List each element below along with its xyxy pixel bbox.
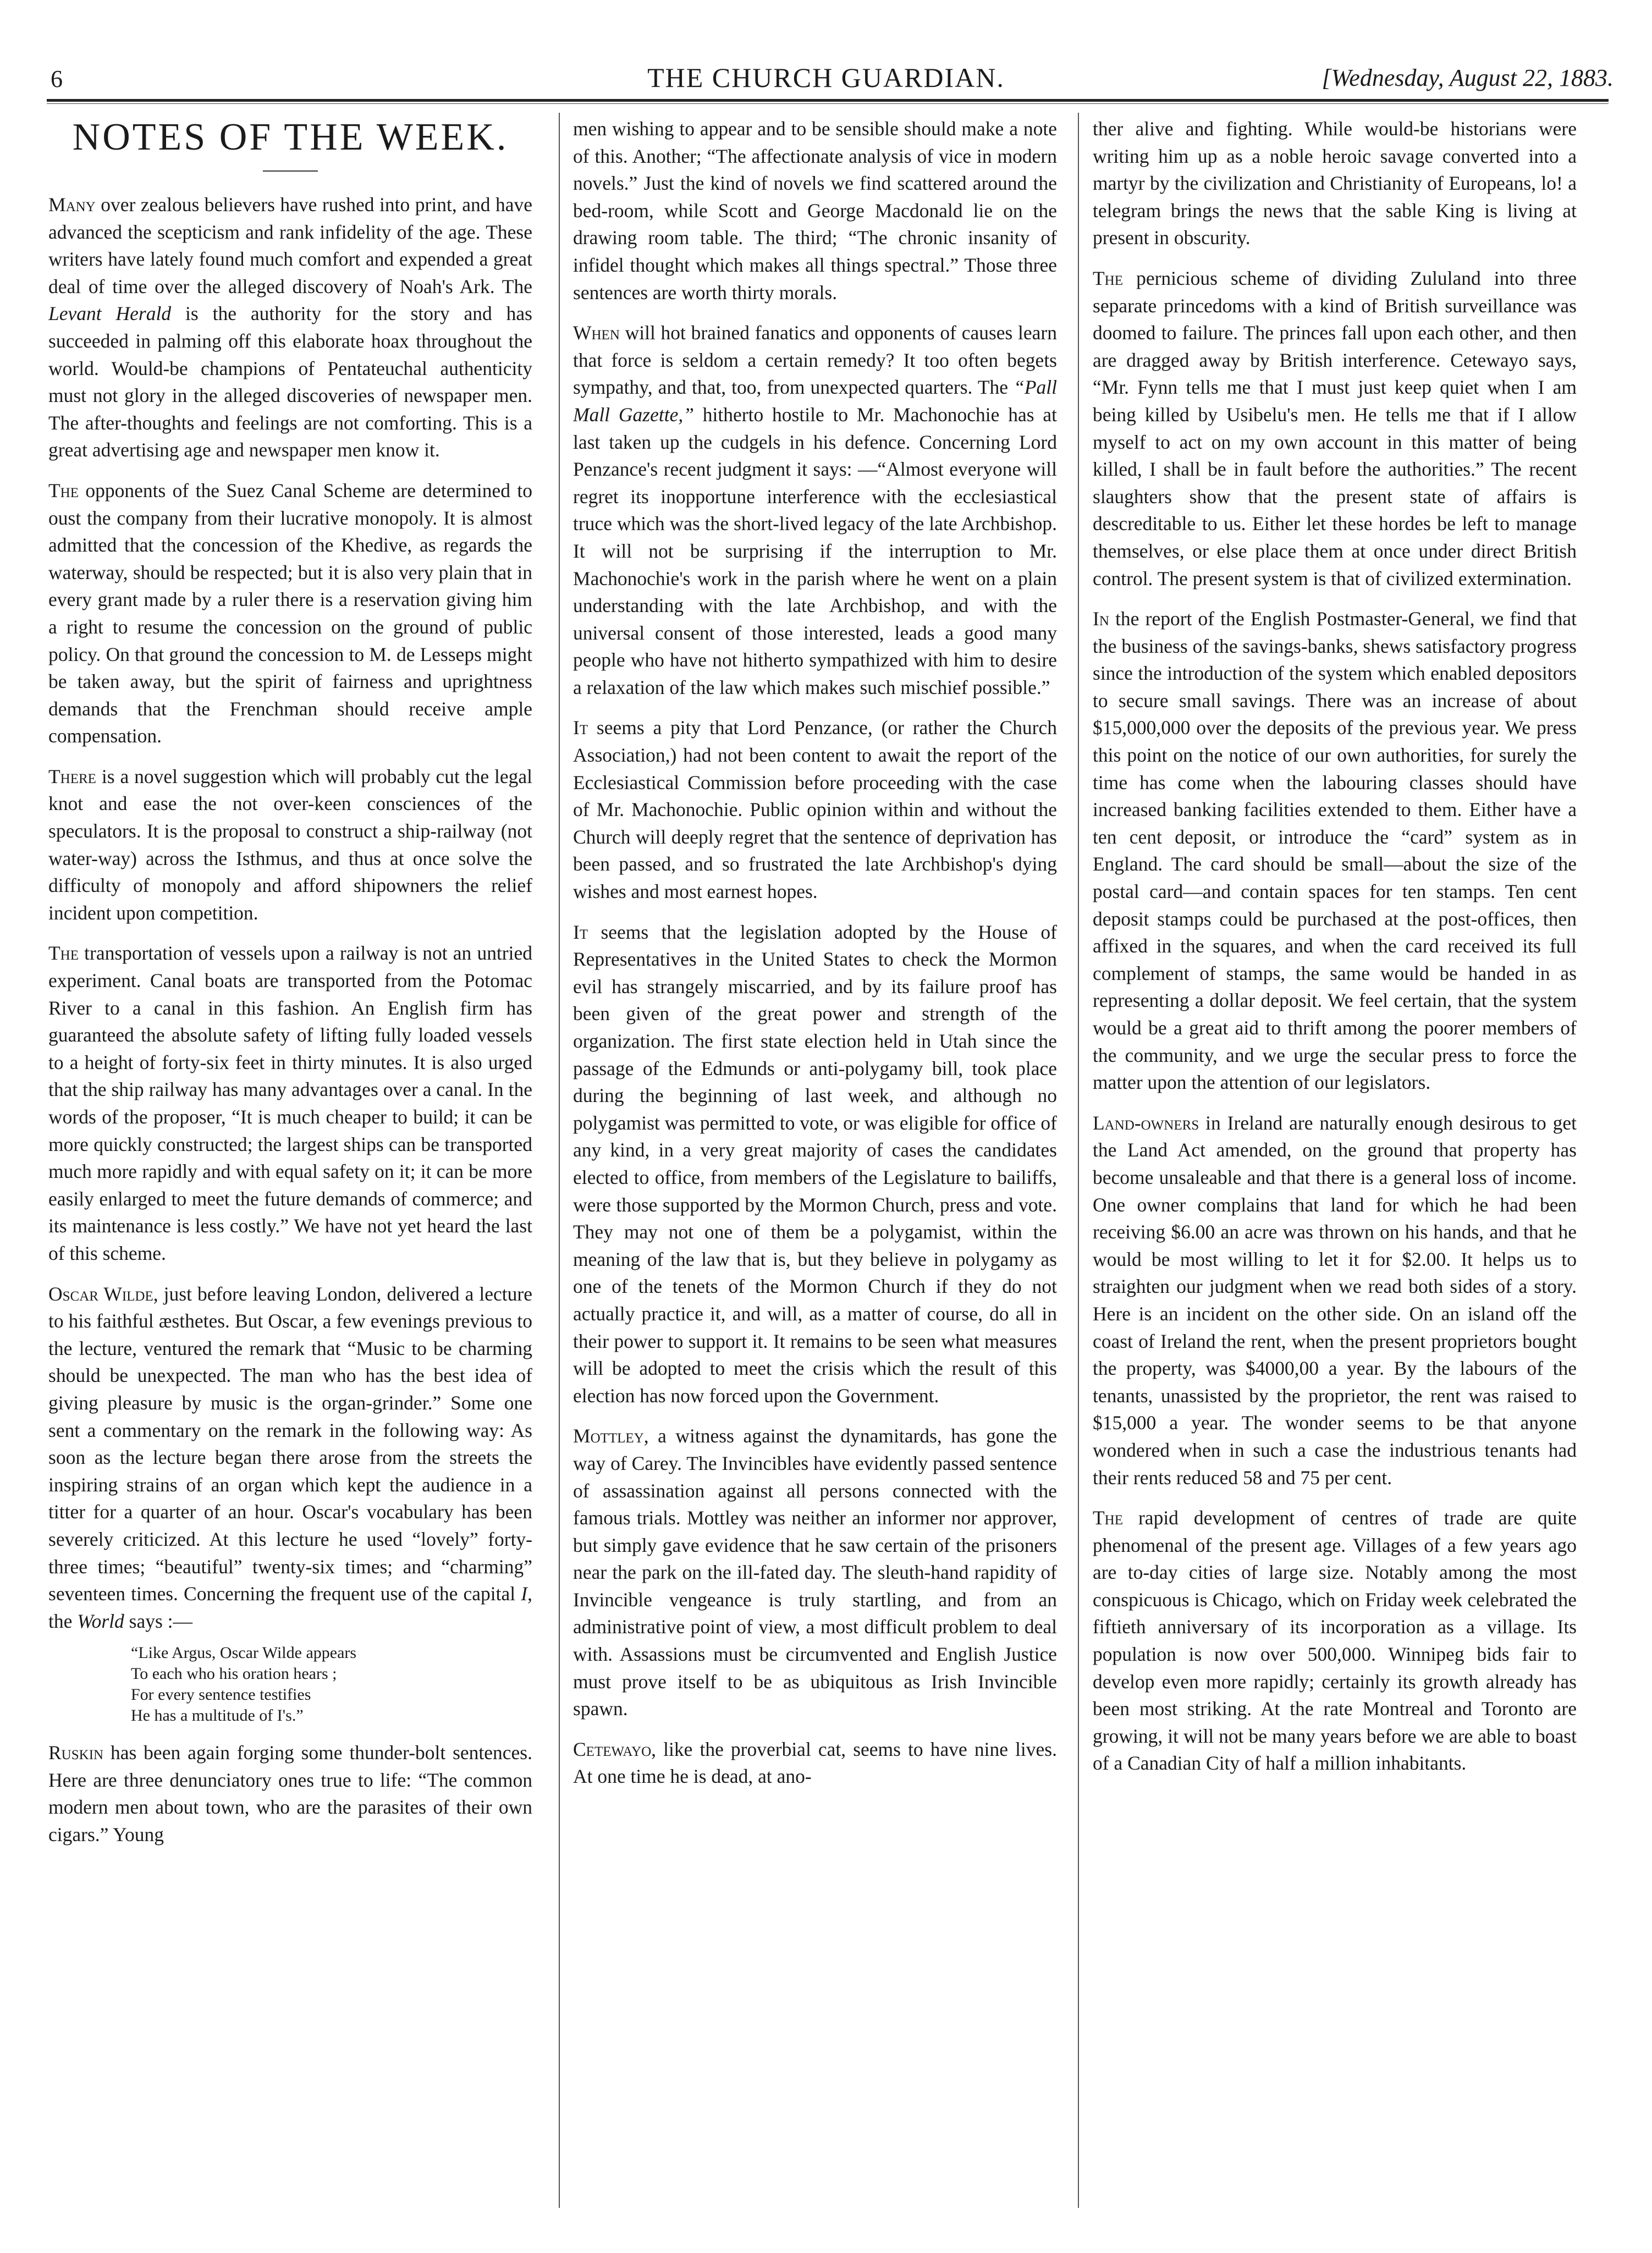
poem-line: He has a multitude of I's.” <box>131 1706 304 1725</box>
column-divider <box>559 113 560 2208</box>
masthead-title: THE CHURCH GUARDIAN. <box>647 62 1005 93</box>
paragraph-land-owners: Land-owners in Ireland are naturally enough desirous to get the Land Act amended, on the ground that property has become unsaleable and that there is a general loss of income. One owner complains that land for which he had been receiving $6.00 an acre was thrown on his hands, and that he would be most willing to let it for $2.00. It helps us to straighten our judgment when we read both sides of a story. Here is an incident on the other side. On an island off the coast of Ireland the rent, when the present proprietors bought the property, was $4000,00 a year. By the labours of the tenants, unassisted by the proprietor, the rent was raised to $15,000 a year. The wonder seems to be that anyone wondered when in such a case the industrious tenants had their rents reduced 58 and 75 per cent. <box>1093 1111 1577 1489</box>
paragraph-noahs-ark: Many over zealous believers have rushed into print, and have advanced the scepticism and rank infidelity of the age. These writers have lately found much comfort and expended a great deal of time over the alleged discovery of Noah's Ark. The Levant Herald is the authority for the story and has succeeded in palming off this elaborate hoax throughout the world. Would-be champions of Pentateuchal authenticity must not glory in the alleged discoveries of newspaper men. The after-thoughts and feelings are not comforting. This is a great advertising age and newspaper men know it. <box>48 194 532 461</box>
paragraph-trade-centres: The rapid development of centres of trade are quite phenomenal of the present age. Villages of a few years ago are to-day cities of large size. Notably among the most conspicuous is Chicago, which on Friday week celebrated the fiftieth anniversary of its incorporation as a village. Its population is now over 500,000. Winnipeg bids fair to develop even more rapidly; certainly its growth already has been most striking. At the rate Montreal and Toronto are growing, it will not be many years before we are able to boast of a Canadian City of half a million inhabitants. <box>1093 1507 1577 1775</box>
paragraph-machonochie: When will hot brained fanatics and opponents of causes learn that force is seldom a certain remedy? It too often begets sympathy, and that, too, from unexpected quarters. The “Pall Mall Gazette,” hitherto hostile to Mr. Machonochie has at last taken up the cudgels in his defence. Concerning Lord Penzance's recent judgment it says: —“Almost everyone will regret its inopportune interference with the ecclesiastical truce which was the short-lived legacy of the late Archbishop. It will not be surprising if the interruption to Mr. Machonochie's work in the parish where he went on a plain understanding with the late Archbishop, and with the universal consent of those interested, leads a good many people who have not hitherto sympathized with him to desire a relaxation of the law which makes such mischief possible.” <box>573 322 1057 698</box>
dateline: [Wednesday, August 22, 1883. <box>1321 64 1614 91</box>
paragraph-suez-canal: The opponents of the Suez Canal Scheme are determined to oust the company from their lucrative monopoly. It is almost admitted that the concession of the Khedive, as regards the waterway, should be respected; but it is also very plain that in every grant made by a ruler there is a reservation giving him a right to resume the concession on the ground of public policy. On that ground the concession to M. de Lesseps might be taken away, but the spirit of fairness and uprightness demands that the Frenchman should receive ample compensation. <box>48 479 532 747</box>
poem-quote <box>131 1643 532 1726</box>
poem-line: “Like Argus, Oscar Wilde appears <box>131 1644 357 1662</box>
paragraph-vessel-transport: The transportation of vessels upon a railway is not an untried experiment. Canal boats are transported from the Potomac River to a canal in this fashion. An English firm has guaranteed the absolute safety of lifting fully loaded vessels to a height of forty-six feet in thirty minutes. It is also urged that the ship railway has many advantages over a canal. In the words of the proposer, “It is much cheaper to build; it can be more quickly constructed; the largest ships can be transported much more rapidly and with equal safety on it; it can be more easily enlarged to meet the future demands of commerce; and its maintenance is less costly.” We have not yet heard the last of this scheme. <box>48 942 532 1264</box>
column-3 <box>1093 115 1577 2205</box>
column-1 <box>48 115 532 2205</box>
section-title: NOTES OF THE WEEK. <box>72 116 509 158</box>
paragraph-cetewayo-cont: ther alive and fighting. While would-be historians were writing him up as a noble heroic savage converted into a martyr by the civilization and Christianity of Europeans, lo! a telegram brings the news that the sable King is living at present in obscurity. <box>1093 118 1577 249</box>
paragraph-ship-railway: There is a novel suggestion which will probably cut the legal knot and ease the not over-keen consciences of the speculators. It is the proposal to construct a ship-railway (not water-way) across the Isthmus, and thus at once solve the difficulty of monopoly and afford shipowners the relief incident upon competition. <box>48 765 532 924</box>
paragraph-ruskin-cont: men wishing to appear and to be sensible should make a note of this. Another; “The affectionate analysis of vice in modern novels.” Just the kind of novels we find scattered around the bed-room, while Scott and George Macdonald lie on the drawing room table. The third; “The chronic insanity of infidel thought which makes all things spectral.” Those three sentences are worth thirty morals. <box>573 118 1057 304</box>
page-header <box>0 0 1652 99</box>
paragraph-penzance: It seems a pity that Lord Penzance, (or rather the Church Association,) had not been content to await the report of the Ecclesiastical Commission before proceeding with the case of Mr. Machonochie. Public opinion within and without the Church will deeply regret that the sentence of deprivation has been passed, and so frustrated the late Archbishop's dying wishes and most earnest hopes. <box>573 717 1057 903</box>
paragraph-mottley: Mottley, a witness against the dynamitards, has gone the way of Carey. The Invincibles have evidently passed sentence of assassination against all persons connected with the famous trials. Mottley was neither an informer nor approver, but simply gave evidence that he saw certain of the prisoners near the park on the ill-fated day. The sleuth-hand rapidity of Invincible vengeance is truly startling, and from an administrative point of view, a most difficult problem to deal with. Assassions must be circumvented and English Justice must prove itself to be as ubiquitous as Irish Invincible spawn. <box>573 1425 1057 1720</box>
header-rule <box>47 99 1609 102</box>
paragraph-cetewayo: Cetewayo, like the proverbial cat, seems to have nine lives. At one time he is dead, at ano- <box>573 1738 1057 1788</box>
column-2 <box>573 115 1057 2205</box>
paragraph-oscar-wilde: Oscar Wilde, just before leaving London, delivered a lecture to his faithful æsthetes. But Oscar, a few evenings previous to the lecture, ventured the remark that “Music to be charming should be unexpected. The man who has the best idea of giving pleasure by music is the organ-grinder.” Some one sent a commentary on the remark in the following way: As soon as the lecture began there arose from the streets the inspiring strains of an organ which kept the audience in a titter for a quarter of an hour. Oscar's vocabulary has been severely criticized. At this lecture he used “lovely” forty-three times; “beautiful” twenty-six times; and “charming” seventeen times. Concerning the frequent use of the capital I, the World says :— <box>48 1282 532 1632</box>
paragraph-mormon: It seems that the legislation adopted by the House of Representatives in the United States to check the Mormon evil has strangely miscarried, and by its failure proof has been given of the great power and strength of the organization. The first state election held in Utah since the passage of the Edmunds or anti-polygamy bill, took place during the beginning of last week, and although no polygamist was permitted to vote, or was eligible for office of any kind, in a very great majority of cases the candidates elected to office, from members of the Legislature to bailiffs, were those supported by the Mormon Church, press and vote. They may not one of them be a polygamist, within the meaning of the law that is, but they believe in polygamy as one of the tenets of the Mormon Church if they do not actually practice it, and will, as a matter of course, do all in their power to support it. It remains to be seen what measures will be adopted to meet the crisis which the result of this election has now forced upon the Government. <box>573 921 1057 1407</box>
header-rule-thin <box>47 103 1609 104</box>
paragraph-zululand: The pernicious scheme of dividing Zululand into three separate princedoms with a kind of British surveillance was doomed to failure. The princes fall upon each other, and then are dragged away by British interference. Cetewayo says, “Mr. Fynn tells me that I must just keep quiet when I am being killed by Usibelu's men. He tells me that if I allow myself to act on my own account in this matter of being killed, I shall be in fault before the authorities.” The recent slaughters show that the present state of affairs is descreditable to us. Either let these hordes be left to manage themselves, or else place them at once under direct British control. The present system is that of civilized extermination. <box>1093 267 1577 590</box>
column-divider <box>1078 113 1079 2208</box>
paragraph-savings-banks: In the report of the English Postmaster-General, we find that the business of the savings-banks, shews satisfactory progress since the introduction of the system which enabled depositors to secure small savings. There was an increase of about $15,000,000 over the deposits of the previous year. We press this point on the notice of our own authorities, for surely the time has come when the labouring classes should have increased banking facilities extended to them. Either have a ten cent deposit, or introduce the “card” system as in England. The card should be small—about the size of the postal card—and contain spaces for ten stamps. Ten cent deposit stamps could be purchased at the post-offices, then affixed in the squares, and when the card received its full complement of stamps, the same would be handed in as representing a dollar deposit. We feel certain, that the system would be a great aid to thrift among the poorer members of the community, and we urge the secular press to force the matter upon the attention of our legislators. <box>1093 608 1577 1094</box>
paragraph-ruskin: Ruskin has been again forging some thunder-bolt sentences. Here are three denunciatory ones true to life: “The common modern men about town, who are the parasites of their own cigars.” Young <box>48 1742 532 1846</box>
title-rule <box>263 170 318 172</box>
page-number: 6 <box>51 65 63 92</box>
poem-line: For every sentence testifies <box>131 1685 311 1704</box>
poem-line: To each who his oration hears ; <box>131 1665 337 1683</box>
